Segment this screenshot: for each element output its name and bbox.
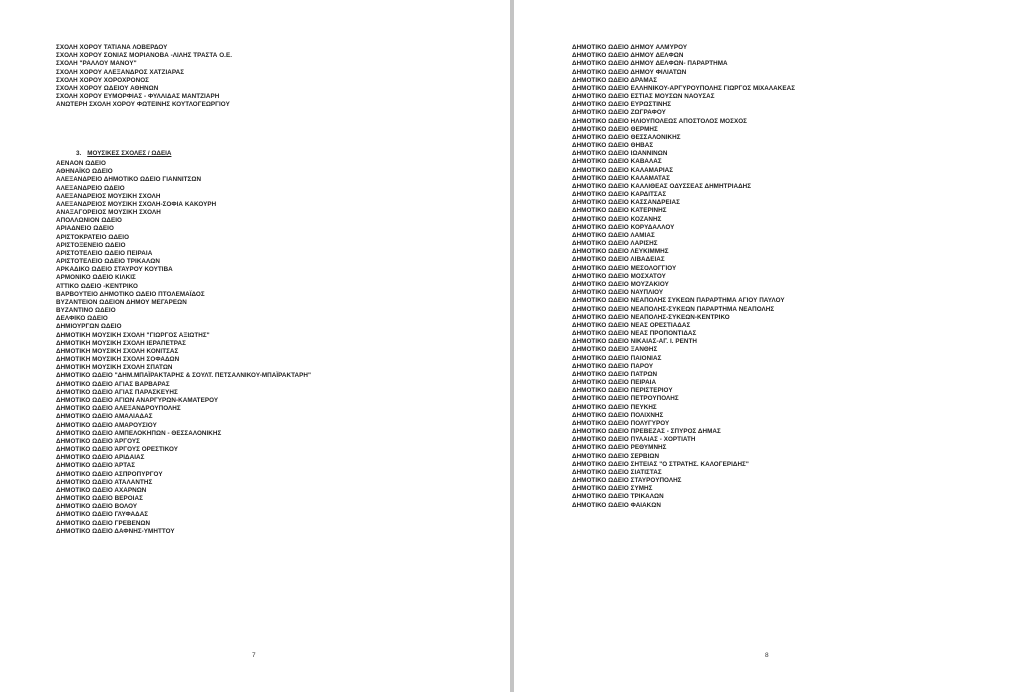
- list-item: ΔΗΜΟΤΙΚΟ ΩΔΕΙΟ ΛΕΥΚΙΜΜΗΣ: [572, 248, 669, 256]
- list-item: ΑΡΙΣΤΟΤΕΛΕΙΟ ΩΔΕΙΟ ΤΡΙΚΑΛΩΝ: [56, 258, 160, 266]
- list-item: ΔΗΜΟΤΙΚΟ ΩΔΕΙΟ ΑΤΑΛΑΝΤΗΣ: [56, 478, 153, 486]
- list-item: ΔΗΜΟΤΙΚΟ ΩΔΕΙΟ ΚΑΡΔΙΤΣΑΣ: [572, 191, 667, 199]
- list-item: ΔΗΜΟΤΙΚΟ ΩΔΕΙΟ ΖΩΓΡΑΦΟΥ: [572, 109, 666, 117]
- dance-schools-list: [56, 44, 232, 109]
- list-item: ΑΡΙΑΔΝΕΙΟ ΩΔΕΙΟ: [56, 225, 114, 233]
- list-item: ΔΗΜΟΤΙΚΟ ΩΔΕΙΟ ΔΗΜΟΥ ΔΕΛΦΩΝ: [572, 52, 684, 60]
- list-item: ΑΝΩΤΕΡΗ ΣΧΟΛΗ ΧΟΡΟΥ ΦΩΤΕΙΝΗΣ ΚΟΥΤΛΟΓΕΩΡΓΙΟΥ: [56, 101, 230, 109]
- list-item: ΑΡΜΟΝΙΚΟ ΩΔΕΙΟ ΚΙΛΚΙΣ: [56, 274, 136, 282]
- list-item: ΔΗΜΟΤΙΚΟ ΩΔΕΙΟ ΠΑΡΟΥ: [572, 362, 654, 370]
- list-item: ΔΗΜΟΤΙΚΟ ΩΔΕΙΟ ΠΕΡΙΣΤΕΡΙΟΥ: [572, 387, 673, 395]
- section-heading: [76, 150, 171, 158]
- list-item: ΔΗΜΟΤΙΚΟ ΩΔΕΙΟ ΦΑΙΑΚΩΝ: [572, 501, 661, 509]
- page-number-right: 8: [765, 652, 769, 659]
- list-item: ΑΡΚΑΔΙΚΟ ΩΔΕΙΟ ΣΤΑΥΡΟΥ ΚΟΥΤΙΒΑ: [56, 266, 173, 274]
- list-item: ΑΡΙΣΤΟΤΕΛΕΙΟ ΩΔΕΙΟ ΠΕΙΡΑΙΑ: [56, 249, 153, 257]
- list-item: ΔΗΜΟΤΙΚΟ ΩΔΕΙΟ ΝΕΑΠΟΛΗΣ ΣΥΚΕΩΝ ΠΑΡΑΡΤΗΜΑ ΑΓΙΟΥ ΠΑΥΛΟΥ: [572, 297, 785, 305]
- list-item: ΔΗΜΟΤΙΚΟ ΩΔΕΙΟ ΑΜΑΡΟΥΣΙΟΥ: [56, 421, 157, 429]
- list-item: ΔΗΜΟΤΙΚΗ ΜΟΥΣΙΚΗ ΣΧΟΛΗ ΚΟΝΙΤΣΑΣ: [56, 347, 179, 355]
- list-item: ΔΗΜΟΤΙΚΟ ΩΔΕΙΟ ΝΕΑΠΟΛΗΣ-ΣΥΚΕΩΝ ΠΑΡΑΡΤΗΜΑ ΝΕΑΠΟΛΗΣ: [572, 305, 775, 313]
- list-item: ΔΗΜΟΤΙΚΟ ΩΔΕΙΟ ΠΥΛΑΙΑΣ - ΧΟΡΤΙΑΤΗ: [572, 436, 696, 444]
- list-item: ΔΗΜΟΤΙΚΟ ΩΔΕΙΟ ΚΑΣΣΑΝΔΡΕΙΑΣ: [572, 199, 680, 207]
- list-item: ΔΗΜΟΤΙΚΟ ΩΔΕΙΟ ΚΑΒΑΛΑΣ: [572, 158, 662, 166]
- list-item: ΑΠΟΛΛΩΝΙΟΝ ΩΔΕΙΟ: [56, 217, 122, 225]
- list-item: ΔΗΜΟΤΙΚΟ ΩΔΕΙΟ ΔΡΑΜΑΣ: [572, 76, 658, 84]
- list-item: ΑΕΝΑΟΝ ΩΔΕΙΟ: [56, 160, 106, 167]
- list-item: ΣΧΟΛΗ ΧΟΡΟΥ ΣΟΝΙΑΣ ΜΟΡΙΑΝΟΒΑ -ΛΙΛΗΣ ΤΡΑΣΤΑ Ο.Ε.: [56, 52, 233, 60]
- list-item: ΒΥΖΑΝΤΙΝΟ ΩΔΕΙΟ: [56, 307, 116, 315]
- list-item: ΔΕΛΦΙΚΟ ΩΔΕΙΟ: [56, 315, 108, 323]
- list-item: ΔΗΜΟΤΙΚΟ ΩΔΕΙΟ ΑΓΙΩΝ ΑΝΑΡΓΥΡΩΝ-ΚΑΜΑΤΕΡΟΥ: [56, 396, 219, 404]
- list-item: ΣΧΟΛΗ ΧΟΡΟΥ ΕΥΜΟΡΦΙΑΣ - ΦΥΛΛΙΔΑΣ ΜΑΝΤΖΙΑΡΗ: [56, 93, 220, 101]
- list-item: ΣΧΟΛΗ "ΡΑΛΛΟΥ ΜΑΝΟΥ": [56, 60, 137, 68]
- list-item: ΔΗΜΟΤΙΚΟ ΩΔΕΙΟ ΝΕΑΣ ΠΡΟΠΟΝΤΙΔΑΣ: [572, 330, 697, 338]
- list-item: ΔΗΜΟΤΙΚΟ ΩΔΕΙΟ ΚΑΤΕΡΙΝΗΣ: [572, 207, 667, 215]
- list-item: ΑΡΙΣΤΟΞΕΝΕΙΟ ΩΔΕΙΟ: [56, 241, 126, 249]
- list-item: ΔΗΜΟΤΙΚΟ ΩΔΕΙΟ ΕΣΤΙΑΣ ΜΟΥΣΩΝ ΝΑΟΥΣΑΣ: [572, 93, 715, 101]
- list-item: ΑΝΑΞΑΓΟΡΕΙΟΣ ΜΟΥΣΙΚΗ ΣΧΟΛΗ: [56, 209, 161, 217]
- list-item: ΔΗΜΟΤΙΚΟ ΩΔΕΙΟ ΝΕΑΠΟΛΗΣ-ΣΥΚΕΩΝ-ΚΕΝΤΡΙΚΟ: [572, 313, 730, 321]
- list-item: ΔΗΜΟΤΙΚΟ ΩΔΕΙΟ ΚΑΛΑΜΑΤΑΣ: [572, 174, 670, 182]
- list-item: ΔΗΜΟΤΙΚΗ ΜΟΥΣΙΚΗ ΣΧΟΛΗ ΙΕΡΑΠΕΤΡΑΣ: [56, 339, 186, 347]
- list-item: ΔΗΜΟΤΙΚΟ ΩΔΕΙΟ ΠΕΤΡΟΥΠΟΛΗΣ: [572, 395, 679, 403]
- list-item: ΣΧΟΛΗ ΧΟΡΟΥ ΩΔΕΙΟΥ ΑΘΗΝΩΝ: [56, 84, 159, 92]
- music-schools-list-left: [56, 160, 311, 536]
- list-item: ΔΗΜΟΤΙΚΟ ΩΔΕΙΟ ΔΗΜΟΥ ΦΙΛΙΑΤΩΝ: [572, 68, 687, 76]
- list-item: ΔΗΜΟΤΙΚΟ ΩΔΕΙΟ ΠΟΛΥΓΥΡΟΥ: [572, 419, 670, 427]
- list-item: ΔΗΜΟΤΙΚΟ ΩΔΕΙΟ ΚΑΛΑΜΑΡΙΑΣ: [572, 166, 674, 174]
- list-item: ΔΗΜΙΟΥΡΓΩΝ ΩΔΕΙΟ: [56, 323, 122, 331]
- list-item: ΔΗΜΟΤΙΚΟ ΩΔΕΙΟ ΠΕΙΡΑΙΑ: [572, 379, 657, 387]
- list-item: ΔΗΜΟΤΙΚΟ ΩΔΕΙΟ ΝΕΑΣ ΟΡΕΣΤΙΑΔΑΣ: [572, 321, 691, 329]
- list-item: ΔΗΜΟΤΙΚΗ ΜΟΥΣΙΚΗ ΣΧΟΛΗ "ΓΙΩΡΓΟΣ ΑΞΙΩΤΗΣ": [56, 331, 210, 339]
- list-item: ΔΗΜΟΤΙΚΟ ΩΔΕΙΟ "ΔΗΜ.ΜΠΑΪΡΑΚΤΑΡΗΣ & ΣΟΥΛΤ. ΠΕΤΣΑΛΝΙΚΟΥ-ΜΠΑΪΡΑΚΤΑΡΗ": [56, 372, 312, 380]
- list-item: ΔΗΜΟΤΙΚΟ ΩΔΕΙΟ ΔΗΜΟΥ ΑΛΜΥΡΟΥ: [572, 44, 688, 51]
- list-item: ΔΗΜΟΤΙΚΟ ΩΔΕΙΟ ΑΡΙΔΑΙΑΣ: [56, 454, 145, 462]
- list-item: ΔΗΜΟΤΙΚΟ ΩΔΕΙΟ ΚΟΡΥΔΑΛΛΟΥ: [572, 223, 675, 231]
- list-item: ΔΗΜΟΤΙΚΟ ΩΔΕΙΟ ΣΗΤΕΙΑΣ "Ο ΣΤΡΑΤΗΣ. ΚΑΛΟΓΕΡΙΔΗΣ": [572, 460, 749, 468]
- list-item: ΔΗΜΟΤΙΚΟ ΩΔΕΙΟ ΣΤΑΥΡΟΥΠΟΛΗΣ: [572, 477, 682, 485]
- list-item: ΔΗΜΟΤΙΚΟ ΩΔΕΙΟ ΤΡΙΚΑΛΩΝ: [572, 493, 664, 501]
- list-item: ΔΗΜΟΤΙΚΟ ΩΔΕΙΟ ΜΟΥΖΑΚΙΟΥ: [572, 280, 669, 288]
- list-item: ΔΗΜΟΤΙΚΟ ΩΔΕΙΟ ΕΥΡΩΣΤΙΝΗΣ: [572, 101, 672, 109]
- list-item: ΔΗΜΟΤΙΚΟ ΩΔΕΙΟ ΞΑΝΘΗΣ: [572, 346, 658, 354]
- list-item: ΔΗΜΟΤΙΚΟ ΩΔΕΙΟ ΛΙΒΑΔΕΙΑΣ: [572, 256, 665, 264]
- list-item: ΔΗΜΟΤΙΚΟ ΩΔΕΙΟ ΜΕΣΟΛΟΓΓΙΟΥ: [572, 264, 677, 272]
- list-item: ΑΛΕΞΑΝΔΡΕΙΟ ΩΔΕΙΟ: [56, 184, 125, 192]
- document-page-left: [0, 0, 510, 692]
- list-item: ΔΗΜΟΤΙΚΟ ΩΔΕΙΟ ΆΡΓΟΥΣ ΟΡΕΣΤΙΚΟΥ: [56, 446, 179, 454]
- list-item: ΔΗΜΟΤΙΚΟ ΩΔΕΙΟ ΆΡΓΟΥΣ: [56, 437, 140, 445]
- list-item: ΔΗΜΟΤΙΚΟ ΩΔΕΙΟ ΜΟΣΧΑΤΟΥ: [572, 272, 666, 280]
- page-number-left: 7: [252, 652, 256, 659]
- list-item: ΣΧΟΛΗ ΧΟΡΟΥ ΑΛΕΞΑΝΔΡΟΣ ΧΑΤΖΙΑΡΑΣ: [56, 68, 185, 76]
- section-title: ΜΟΥΣΙΚΕΣ ΣΧΟΛΕΣ / ΩΔΕΙΑ: [87, 150, 172, 157]
- list-item: ΔΗΜΟΤΙΚΟ ΩΔΕΙΟ ΛΑΜΙΑΣ: [572, 231, 655, 239]
- list-item: ΔΗΜΟΤΙΚΗ ΜΟΥΣΙΚΗ ΣΧΟΛΗ ΣΠΑΤΩΝ: [56, 364, 173, 372]
- list-item: ΑΘΗΝΑΪΚΟ ΩΔΕΙΟ: [56, 168, 113, 176]
- list-item: ΑΡΙΣΤΟΚΡΑΤΕΙΟ ΩΔΕΙΟ: [56, 233, 130, 241]
- list-item: ΔΗΜΟΤΙΚΟ ΩΔΕΙΟ ΡΕΘΥΜΝΗΣ: [572, 444, 667, 452]
- list-item: ΒΥΖΑΝΤΕΙΟΝ ΩΔΕΙΟΝ ΔΗΜΟΥ ΜΕΓΑΡΕΩΝ: [56, 298, 187, 306]
- list-item: ΔΗΜΟΤΙΚΟ ΩΔΕΙΟ ΛΑΡΙΣΗΣ: [572, 240, 658, 248]
- list-item: ΔΗΜΟΤΙΚΟ ΩΔΕΙΟ ΑΣΠΡΟΠΥΡΓΟΥ: [56, 470, 163, 478]
- list-item: ΔΗΜΟΤΙΚΟ ΩΔΕΙΟ ΑΜΠΕΛΟΚΗΠΩΝ - ΘΕΣΣΑΛΟΝΙΚΗΣ: [56, 429, 222, 437]
- list-item: ΔΗΜΟΤΙΚΟ ΩΔΕΙΟ ΝΑΥΠΛΙΟΥ: [572, 289, 664, 297]
- list-item: ΣΧΟΛΗ ΧΟΡΟΥ ΤΑΤΙΑΝΑ ΛΟΒΕΡΔΟΥ: [56, 44, 168, 51]
- list-item: ΔΗΜΟΤΙΚΟ ΩΔΕΙΟ ΒΟΛΟΥ: [56, 503, 138, 511]
- list-item: ΔΗΜΟΤΙΚΟ ΩΔΕΙΟ ΠΑΙΟΝΙΑΣ: [572, 354, 662, 362]
- list-item: ΔΗΜΟΤΙΚΟ ΩΔΕΙΟ ΣΕΡΒΙΩΝ: [572, 452, 660, 460]
- list-item: ΔΗΜΟΤΙΚΟ ΩΔΕΙΟ ΘΕΣΣΑΛΟΝΙΚΗΣ: [572, 133, 681, 141]
- list-item: ΔΗΜΟΤΙΚΟ ΩΔΕΙΟ ΓΛΥΦΑΔΑΣ: [56, 511, 149, 519]
- list-item: ΔΗΜΟΤΙΚΟ ΩΔΕΙΟ ΠΕΥΚΗΣ: [572, 403, 657, 411]
- list-item: ΔΗΜΟΤΙΚΟ ΩΔΕΙΟ ΆΡΤΑΣ: [56, 462, 136, 470]
- list-item: ΔΗΜΟΤΙΚΟ ΩΔΕΙΟ ΠΑΤΡΩΝ: [572, 370, 658, 378]
- list-item: ΔΗΜΟΤΙΚΟ ΩΔΕΙΟ ΑΓΙΑΣ ΒΑΡΒΑΡΑΣ: [56, 380, 170, 388]
- list-item: ΔΗΜΟΤΙΚΟ ΩΔΕΙΟ ΣΙΑΤΙΣΤΑΣ: [572, 468, 662, 476]
- list-item: ΔΗΜΟΤΙΚΟ ΩΔΕΙΟ ΑΜΑΛΙΑΔΑΣ: [56, 413, 153, 421]
- list-item: ΔΗΜΟΤΙΚΟ ΩΔΕΙΟ ΣΥΜΗΣ: [572, 485, 653, 493]
- list-item: ΔΗΜΟΤΙΚΟ ΩΔΕΙΟ ΚΑΛΛΙΘΕΑΣ ΟΔΥΣΣΕΑΣ ΔΗΜΗΤΡΙΑΔΗΣ: [572, 182, 752, 190]
- list-item: ΔΗΜΟΤΙΚΟ ΩΔΕΙΟ ΔΑΦΝΗΣ-ΥΜΗΤΤΟΥ: [56, 527, 175, 535]
- list-item: ΔΗΜΟΤΙΚΟ ΩΔΕΙΟ ΚΟΖΑΝΗΣ: [572, 215, 662, 223]
- list-item: ΔΗΜΟΤΙΚΟ ΩΔΕΙΟ ΒΕΡΟΙΑΣ: [56, 495, 143, 503]
- section-number: 3.: [76, 150, 82, 157]
- list-item: ΔΗΜΟΤΙΚΟ ΩΔΕΙΟ ΝΙΚΑΙΑΣ-ΑΓ. Ι. ΡΕΝΤΗ: [572, 338, 697, 346]
- list-item: ΔΗΜΟΤΙΚΟ ΩΔΕΙΟ ΘΕΡΜΗΣ: [572, 125, 658, 133]
- list-item: ΔΗΜΟΤΙΚΟ ΩΔΕΙΟ ΘΗΒΑΣ: [572, 142, 654, 150]
- list-item: ΔΗΜΟΤΙΚΟ ΩΔΕΙΟ ΙΩΑΝΝΙΝΩΝ: [572, 150, 668, 158]
- list-item: ΔΗΜΟΤΙΚΟ ΩΔΕΙΟ ΠΡΕΒΕΖΑΣ - ΣΠΥΡΟΣ ΔΗΜΑΣ: [572, 428, 721, 436]
- list-item: ΔΗΜΟΤΙΚΟ ΩΔΕΙΟ ΗΛΙΟΥΠΟΛΕΩΣ ΑΠΟΣΤΟΛΟΣ ΜΟΣΧΟΣ: [572, 117, 747, 125]
- list-item: ΔΗΜΟΤΙΚΟ ΩΔΕΙΟ ΓΡΕΒΕΝΩΝ: [56, 519, 151, 527]
- list-item: ΣΧΟΛΗ ΧΟΡΟΥ ΧΟΡΟΧΡΟΝΟΣ: [56, 76, 149, 84]
- list-item: ΔΗΜΟΤΙΚΗ ΜΟΥΣΙΚΗ ΣΧΟΛΗ ΣΟΦΑΔΩΝ: [56, 356, 180, 364]
- list-item: ΑΛΕΞΑΝΔΡΕΙΟ ΔΗΜΟΤΙΚΟ ΩΔΕΙΟ ΓΙΑΝΝΙΤΣΩΝ: [56, 176, 202, 184]
- music-schools-list-right: [572, 44, 795, 510]
- list-item: ΔΗΜΟΤΙΚΟ ΩΔΕΙΟ ΑΧΑΡΝΩΝ: [56, 486, 147, 494]
- list-item: ΔΗΜΟΤΙΚΟ ΩΔΕΙΟ ΔΗΜΟΥ ΔΕΛΦΩΝ- ΠΑΡΑΡΤΗΜΑ: [572, 60, 728, 68]
- list-item: ΑΤΤΙΚΟ ΩΔΕΙΟ -ΚΕΝΤΡΙΚΟ: [56, 282, 138, 290]
- list-item: ΔΗΜΟΤΙΚΟ ΩΔΕΙΟ ΕΛΛΗΝΙΚΟΥ-ΑΡΓΥΡΟΥΠΟΛΗΣ ΓΙΩΡΓΟΣ ΜΙΧΑΛΑΚΕΑΣ: [572, 84, 796, 92]
- list-item: ΑΛΕΞΑΝΔΡΕΙΟΣ ΜΟΥΣΙΚΗ ΣΧΟΛΗ-ΣΟΦΙΑ ΚΑΚΟΥΡΗ: [56, 200, 217, 208]
- list-item: ΔΗΜΟΤΙΚΟ ΩΔΕΙΟ ΑΓΙΑΣ ΠΑΡΑΣΚΕΥΗΣ: [56, 388, 178, 396]
- list-item: ΔΗΜΟΤΙΚΟ ΩΔΕΙΟ ΠΟΛΙΧΝΗΣ: [572, 411, 664, 419]
- list-item: ΔΗΜΟΤΙΚΟ ΩΔΕΙΟ ΑΛΕΞΑΝΔΡΟΥΠΟΛΗΣ: [56, 405, 181, 413]
- list-item: ΒΑΡΒΟΥΤΕΙΟ ΔΗΜΟΤΙΚΟ ΩΔΕΙΟ ΠΤΟΛΕΜΑΪΔΟΣ: [56, 290, 205, 298]
- list-item: ΑΛΕΞΑΝΔΡΕΙΟΣ ΜΟΥΣΙΚΗ ΣΧΟΛΗ: [56, 192, 161, 200]
